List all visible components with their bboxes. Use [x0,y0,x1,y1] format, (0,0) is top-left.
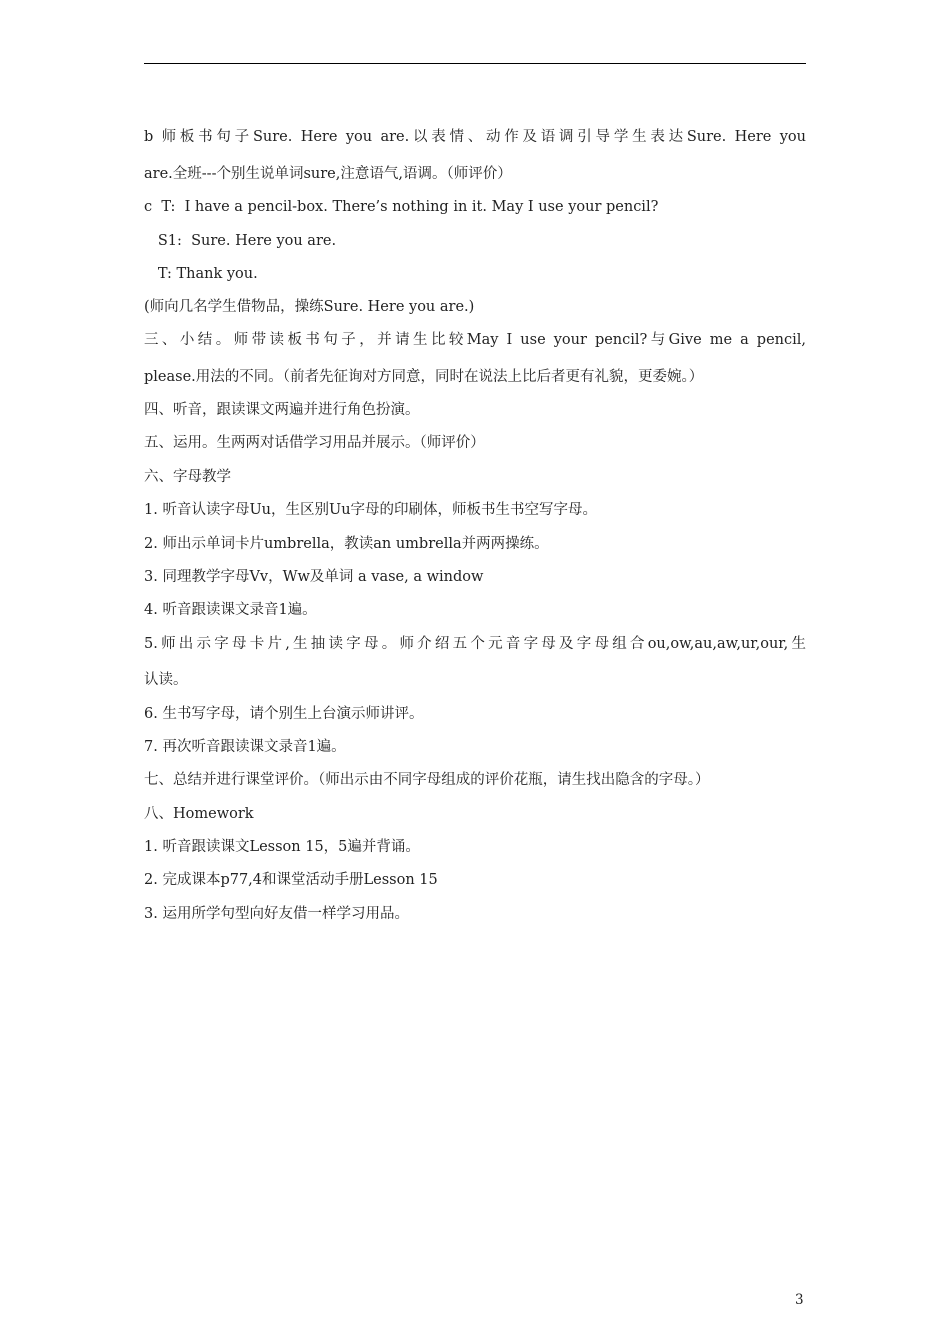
text-line-2: are.全班---个别生说单词sure,注意语气,语调。（师评价） [144,166,512,182]
text-line-9: 四、听音，跟读课文两遍并进行角色扮演。 [144,402,420,418]
section-heading-homework: 八、Homework [144,806,254,822]
text-line-23: 2. 完成课本p77,4和课堂活动手册Lesson 15 [144,872,438,888]
text-line-6: (师向几名学生借物品，操练Sure. Here you are.) [144,299,475,315]
text-line-10: 五、运用。生两两对话借学习用品并展示。（师评价） [144,435,485,451]
text-line-19: 7. 再次听音跟读课文录音1遍。 [144,739,346,755]
page-number: 3 [795,1292,804,1308]
text-line-12: 1. 听音认读字母Uu，生区别Uu字母的印刷体，师板书生书空写字母。 [144,502,598,518]
text-line-14: 3. 同理教学字母Vv，Ww及单词 a vase, a window [144,569,484,585]
text-line-3: c T: I have a pencil-box. There’s nothing in it. May I use your pencil? [144,199,659,215]
text-line-13: 2. 师出示单词卡片umbrella，教读an umbrella并两两操练。 [144,536,549,552]
text-line-5: T: Thank you. [144,266,258,282]
text-line-18: 6. 生书写字母，请个别生上台演示师讲评。 [144,706,424,722]
text-line-22: 1. 听音跟读课文Lesson 15，5遍并背诵。 [144,839,420,855]
text-line-1: b 师板书句子Sure. Here you are.以表情、动作及语调引导学生表达Sure. Here you [144,129,806,145]
text-line-20: 七、总结并进行课堂评价。（师出示由不同字母组成的评价花瓶，请生找出隐含的字母。） [144,772,710,788]
text-line-4: S1: Sure. Here you are. [144,233,337,249]
header-rule [144,63,806,64]
text-line-16: 5.师出示字母卡片,生抽读字母。师介绍五个元音字母及字母组合ou,ow,au,aw,ur,our,生 [144,636,806,652]
text-line-8: please.用法的不同。（前者先征询对方同意，同时在说法上比后者更有礼貌，更委婉。） [144,369,704,385]
text-line-24: 3. 运用所学句型向好友借一样学习用品。 [144,906,409,922]
section-heading-letters: 六、字母教学 [144,469,231,485]
text-line-7: 三、小结。师带读板书句子，并请生比较May I use your pencil?与Give me a pencil, [144,332,806,348]
text-line-17: 认读。 [144,672,188,688]
text-line-15: 4. 听音跟读课文录音1遍。 [144,602,317,618]
